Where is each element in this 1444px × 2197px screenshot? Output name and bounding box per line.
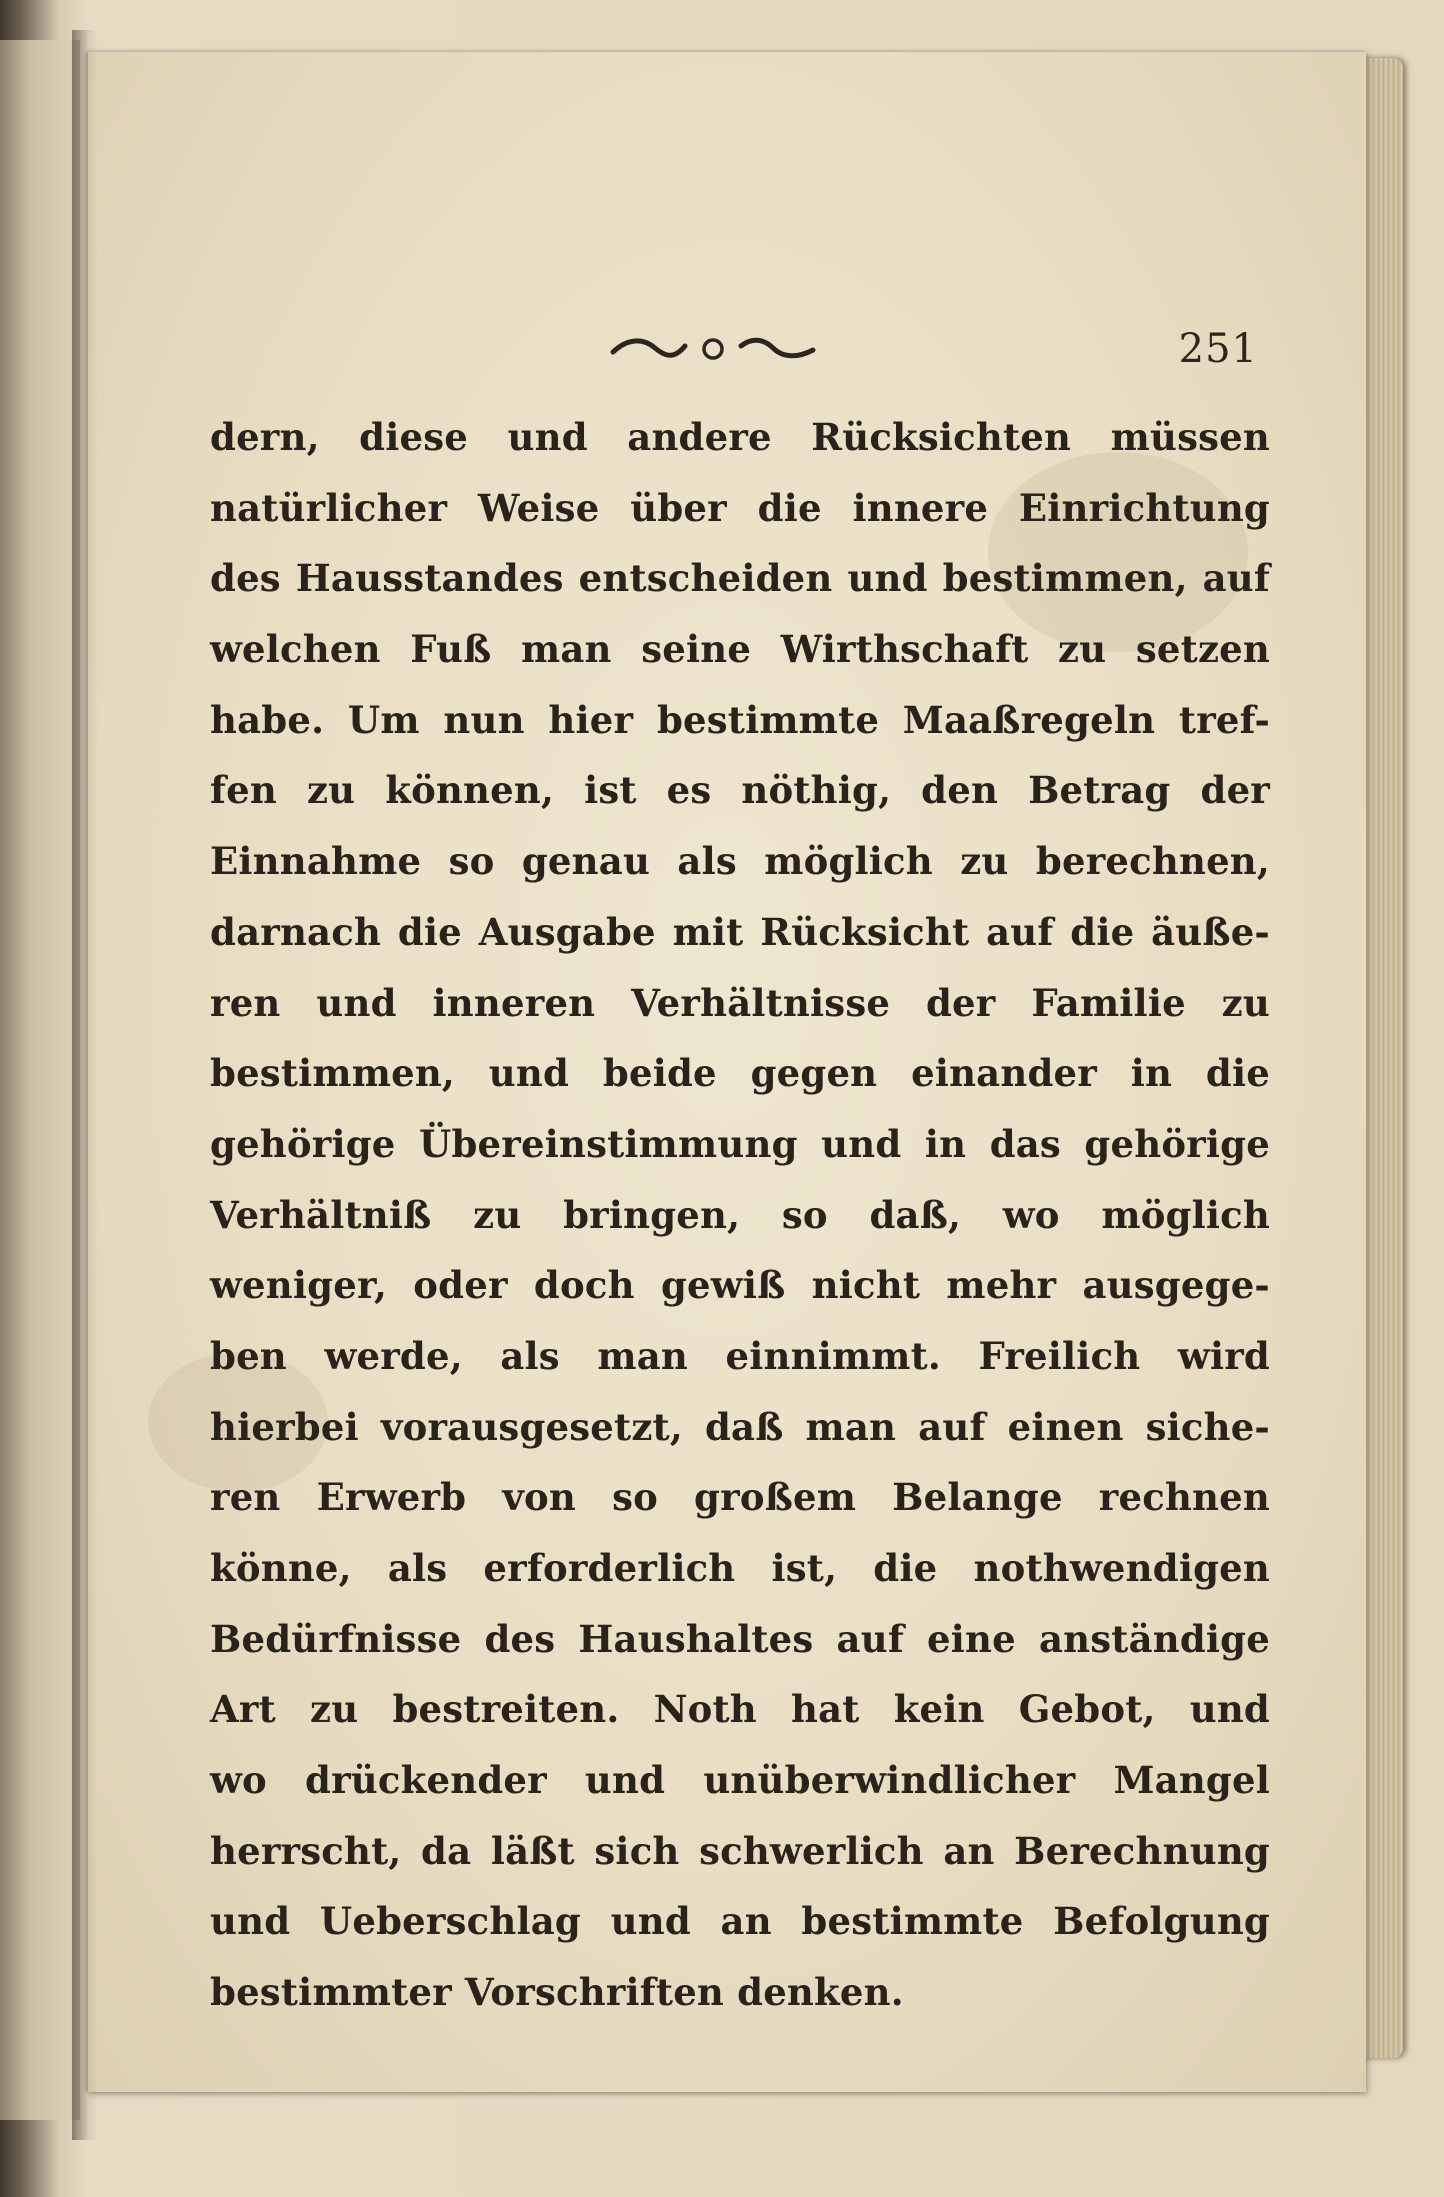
text-line: fen zu können, ist es nöthig, den Betrag der [210,768,1270,813]
text-line: Verhältniß zu bringen, so daß, wo möglich [210,1192,1270,1237]
text-line: hierbei vorausgesetzt, daß man auf einen siche- [210,1404,1270,1449]
text-line: gehörige Übereinstimmung und in das gehörige [210,1121,1270,1166]
text-line: darnach die Ausgabe mit Rücksicht auf die äuße- [210,909,1270,954]
body-text [210,402,1270,2028]
text-line: ren und inneren Verhältnisse der Familie zu [210,980,1270,1025]
page-header [88,324,1366,384]
text-line: Einnahme so genau als möglich zu berechnen, [210,839,1270,884]
text-line: des Hausstandes entscheiden und bestimmen, auf [210,556,1270,601]
page-number: 251 [1178,326,1258,372]
text-line: und Ueberschlag und an bestimmte Befolgung [210,1899,1270,1944]
text-line: ben werde, als man einnimmt. Freilich wird [210,1333,1270,1378]
header-ornament-icon [603,324,823,374]
text-line: bestimmter Vorschriften denken. [210,1970,904,2015]
text-line: Bedürfnisse des Haushaltes auf eine anständige [210,1616,1270,1661]
text-line: bestimmen, und beide gegen einander in die [210,1051,1270,1096]
text-line: ren Erwerb von so großem Belange rechnen [210,1475,1270,1520]
text-line: welchen Fuß man seine Wirthschaft zu setzen [210,627,1270,672]
text-line: dern, diese und andere Rücksichten müssen [210,415,1270,459]
text-line: könne, als erforderlich ist, die nothwendigen [210,1546,1270,1590]
text-line: herrscht, da läßt sich schwerlich an Berechnung [210,1828,1270,1873]
text-line: Art zu bestreiten. Noth hat kein Gebot, und [210,1687,1270,1732]
text-line: natürlicher Weise über die innere Einrichtung [210,485,1270,530]
text-line: weniger, oder doch gewiß nicht mehr ausgege- [210,1263,1270,1308]
text-line: wo drückender und unüberwindlicher Mangel [210,1758,1270,1803]
previous-page-edge [0,40,80,2120]
text-line: habe. Um nun hier bestimmte Maaßregeln tref- [210,697,1270,742]
book-page [88,52,1366,2092]
binding-shadow [72,30,98,2140]
